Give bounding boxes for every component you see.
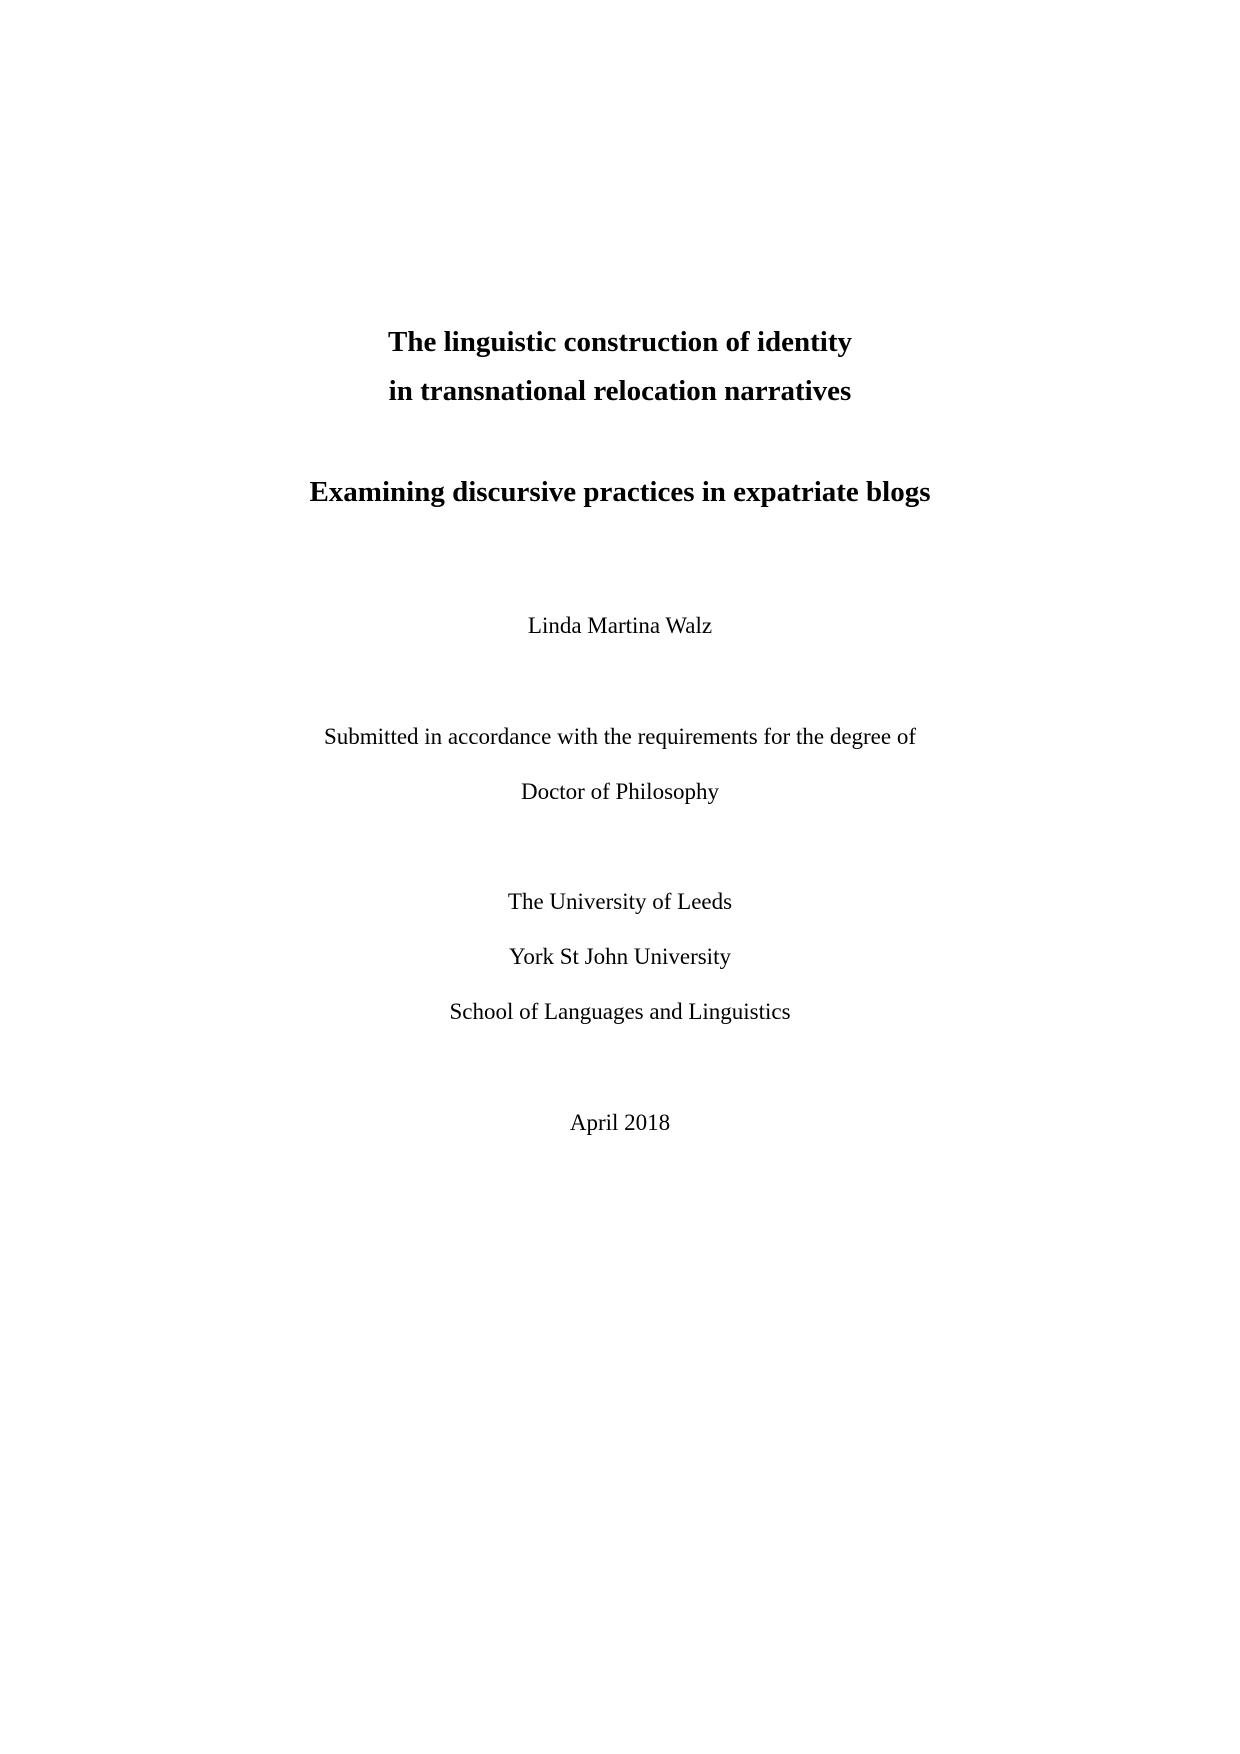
thesis-title-line-1: The linguistic construction of identity	[387, 326, 852, 358]
thesis-title-line-2: in transnational relocation narratives	[388, 375, 852, 407]
institution-school: School of Languages and Linguistics	[449, 999, 791, 1024]
author-name: Linda Martina Walz	[527, 613, 713, 638]
submission-statement: Submitted in accordance with the requirements for the degree of	[323, 724, 917, 749]
submission-date: April 2018	[569, 1110, 671, 1135]
thesis-subtitle: Examining discursive practices in expatriate blogs	[309, 476, 931, 508]
institution-leeds: The University of Leeds	[507, 889, 733, 914]
institution-york: York St John University	[509, 944, 731, 969]
degree-name: Doctor of Philosophy	[520, 779, 720, 804]
